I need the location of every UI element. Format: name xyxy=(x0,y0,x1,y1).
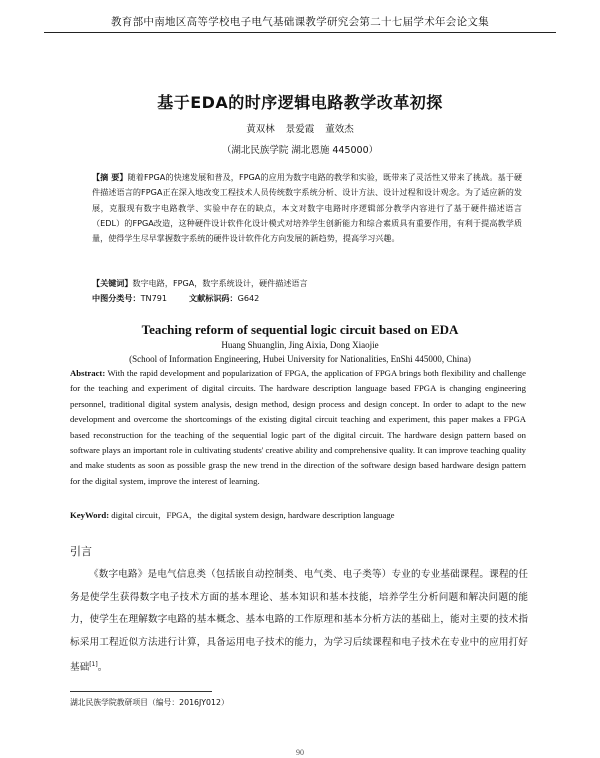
affiliation-cn: （湖北民族学院 湖北恩施 445000） xyxy=(221,145,379,156)
header-rule xyxy=(44,32,556,33)
authors-en: Huang Shuanglin, Jing Aixia, Dong Xiaojie xyxy=(221,340,379,350)
keywords-en xyxy=(70,509,526,521)
footnote: 湖北民族学院教研项目（编号：2016JY012） xyxy=(70,698,229,707)
doc-code-label: 文献标识码： xyxy=(189,293,238,303)
running-header: 教育部中南地区高等学校电子电气基础课教学研究会第二十七届学术年会论文集 xyxy=(111,16,489,28)
class-number-label: 中图分类号： xyxy=(92,293,141,303)
class-number-value: TN791 xyxy=(140,293,168,303)
authors-cn: 黄双林 景爱霞 董效杰 xyxy=(246,124,354,135)
intro-end: 。 xyxy=(97,662,108,674)
classification-line xyxy=(92,293,522,304)
doc-code-value: G642 xyxy=(237,293,260,303)
citation-ref: [1] xyxy=(89,661,98,668)
keywords-cn-text: 数字电路，FPGA，数字系统设计，硬件描述语言 xyxy=(132,278,308,288)
abstract-cn-text: 随着FPGA的快速发展和普及，FPGA的应用为数字电路的教学和实验，既带来了灵活性又带来了挑战。基于硬件描述语言的FPGA正在深入地改变工程技术人员传统数字系统分析、设计方法、设计过程和设计观念。为了适应新的发展，克服现有数字电路教学、实验中存在的缺点，本文对数字电路时序逻辑部分教学内容进行了基于硬件描述语言（EDL）的FPGA改造，这种硬件设计软件化设计模式对培养学生创新能力和综合素质具有重要作用，有利于提高教学质量，使得学生尽早掌握数字系统的硬件设计软件化方向发展的新趋势，提高学习兴趣。 xyxy=(92,172,522,244)
keywords-cn-label: 【关键词】 xyxy=(92,278,133,288)
abstract-cn xyxy=(92,170,522,246)
affiliation-en: (School of Information Engineering, Hubei University for Nationalities, EnShi 445000, China) xyxy=(129,354,471,364)
abstract-cn-label: 【摘 要】 xyxy=(92,172,128,182)
keywords-cn xyxy=(92,278,522,289)
paper-title-cn: 基于EDA的时序逻辑电路教学改革初探 xyxy=(157,93,443,112)
abstract-en-text: With the rapid development and popularization of FPGA, the application of FPGA brings both flexibility and challenge for the teaching and experiment of digital circuits. The hardware description language based FPGA is changing engineering personnel, traditional digital system analysis, design method, design process and design concept. In order to adapt to the new development and overcome the shortcomings of the existing digital circuit teaching and experiment, this paper makes a FPGA based reconstruction for the teaching of the sequential logic part of the digital circuit. The hardware design pattern based on software plays an important role in cultivating students' creative ability and comprehensive quality. It can improve teaching quality and make students as soon as possible grasp the new trend in the direction of the software design based hardware design pattern for the digital system, improve the interest of learning. xyxy=(70,368,526,486)
page-number: 90 xyxy=(296,748,304,757)
paper-title-en: Teaching reform of sequential logic circuit based on EDA xyxy=(141,322,459,337)
footnote-rule xyxy=(70,691,212,692)
intro-text: 《数字电路》是电气信息类（包括嵌自动控制类、电气类、电子类等）专业的专业基础课程。课程的任务是使学生获得数字电子技术方面的基本理论、基本知识和基本技能，培养学生分析问题和解决问题的能力，使学生在理解数字电路的基本概念、基本电路的工作原理和基本分析方法的基础上，能对主要的技术指标采用工程近似方法进行计算，具备运用电子技术的能力，为学习后续课程和电子技术在专业中的应用打好基础 xyxy=(70,569,528,674)
abstract-en-label: Abstract: xyxy=(70,368,106,378)
keywords-en-text: digital circuit，FPGA，the digital system design, hardware description language xyxy=(111,510,395,520)
intro-paragraph xyxy=(70,564,528,680)
section-heading-intro: 引言 xyxy=(70,545,92,558)
keywords-en-label: KeyWord: xyxy=(70,510,110,520)
abstract-en xyxy=(70,366,526,489)
